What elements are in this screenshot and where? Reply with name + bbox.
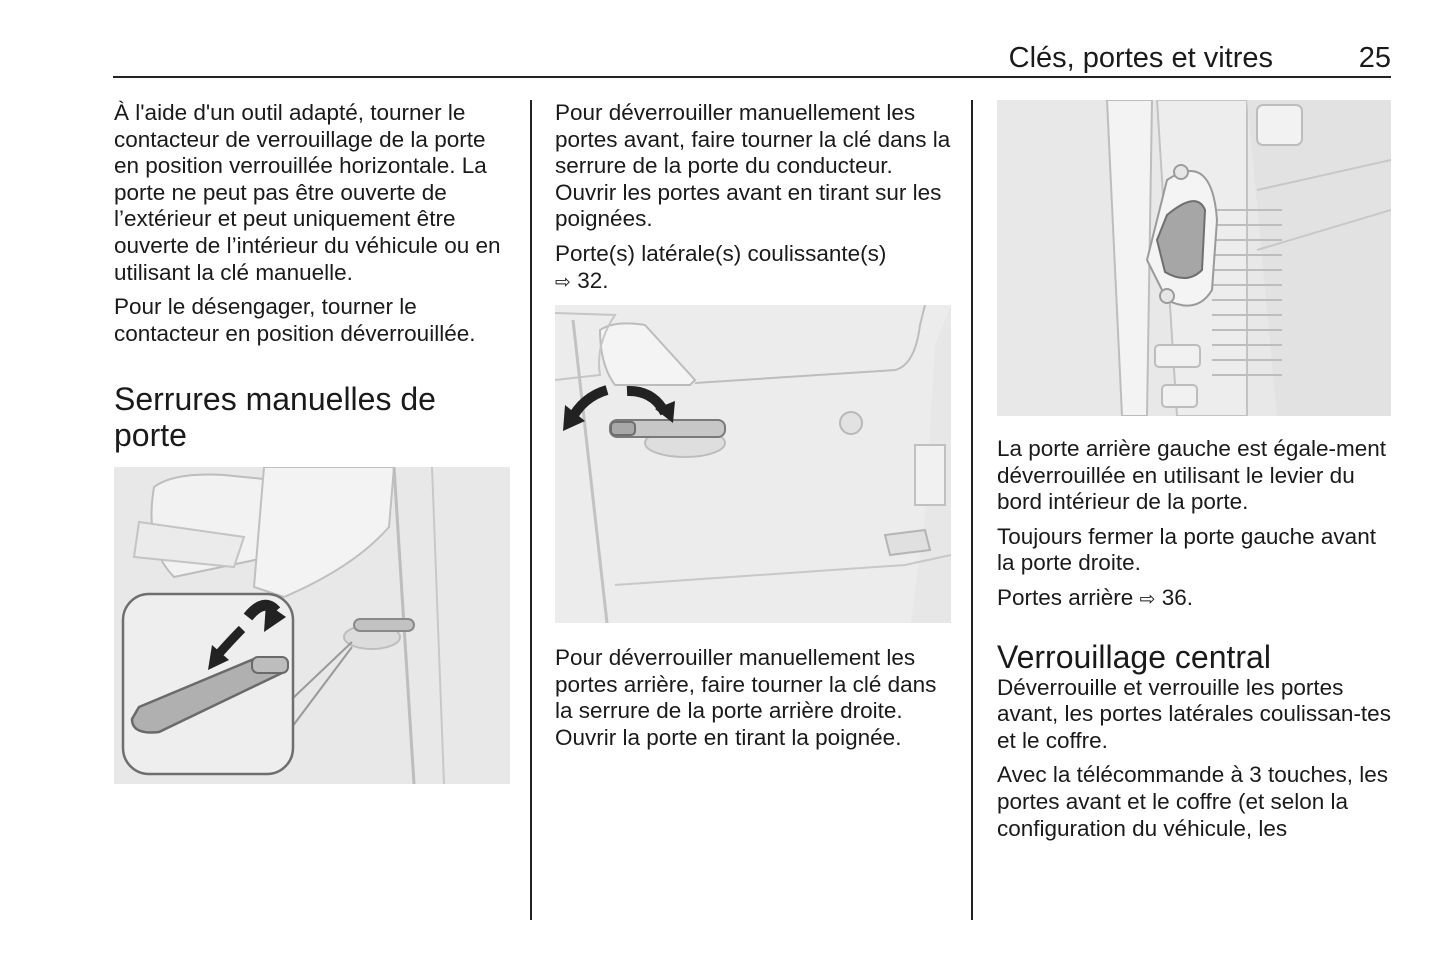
- column-2: [555, 100, 955, 760]
- col1-paragraph-2: Pour le désengager, tourner le contacteur en position déverrouillée.: [114, 294, 476, 346]
- section-title: Clés, portes et vitres: [1008, 42, 1273, 74]
- column-divider-2: [971, 100, 973, 920]
- rear-door-lever-illustration: [997, 100, 1391, 416]
- col3-paragraph-5: Avec la télécommande à 3 touches, les portes avant et le coffre (et selon la configuration du véhicule, les: [997, 762, 1389, 841]
- reference-arrow-icon: ⇨: [1139, 587, 1156, 610]
- column-divider-1: [530, 100, 532, 920]
- col3-paragraph-1: La porte arrière gauche est égale-ment déverrouillée en utilisant le levier du bord intérieur de la porte.: [997, 436, 1386, 515]
- page-number: 25: [1358, 42, 1391, 74]
- column-1: [114, 100, 514, 784]
- page-reference[interactable]: 36.: [1161, 584, 1194, 610]
- page-header: [113, 40, 1391, 78]
- col2-paragraph-3: Pour déverrouiller manuellement les portes arrière, faire tourner la clé dans la serrure de la porte arrière droite. Ouvrir la porte en tirant la poignée.: [555, 645, 937, 750]
- col3-paragraph-3: Portes arrière ⇨ 36.: [997, 584, 1194, 610]
- col3-paragraph-4: Déverrouille et verrouille les portes avant, les portes latérales coulissan-tes et le coffre.: [997, 674, 1391, 753]
- front-door-key-illustration: [555, 305, 951, 623]
- col2-paragraph-2: Porte(s) latérale(s) coulissante(s) ⇨ 32.: [555, 240, 887, 293]
- reference-arrow-icon: ⇨: [555, 270, 571, 293]
- col3-paragraph-2: Toujours fermer la porte gauche avant la porte droite.: [997, 523, 1376, 576]
- column-3: [997, 100, 1391, 850]
- heading-verrouillage-central: Verrouillage central: [997, 638, 1271, 675]
- col1-paragraph-1: À l'aide d'un outil adapté, tourner le contacteur de verrouillage de la porte en position verrouillée horizontale. La porte ne peut pas être ouverte de l’extérieur et peut uniquement être ouverte de l’intérieur du véhicule ou en utilisant la clé manuelle.: [114, 100, 501, 285]
- page-reference[interactable]: 32.: [577, 267, 609, 293]
- heading-serrures-manuelles: Serrures manuelles de porte: [114, 381, 436, 454]
- door-handle-key-illustration: [114, 467, 510, 784]
- col2-paragraph-1: Pour déverrouiller manuellement les portes avant, faire tourner la clé dans la serrure de la porte du conducteur. Ouvrir les portes avant en tirant sur les poignées.: [555, 100, 951, 232]
